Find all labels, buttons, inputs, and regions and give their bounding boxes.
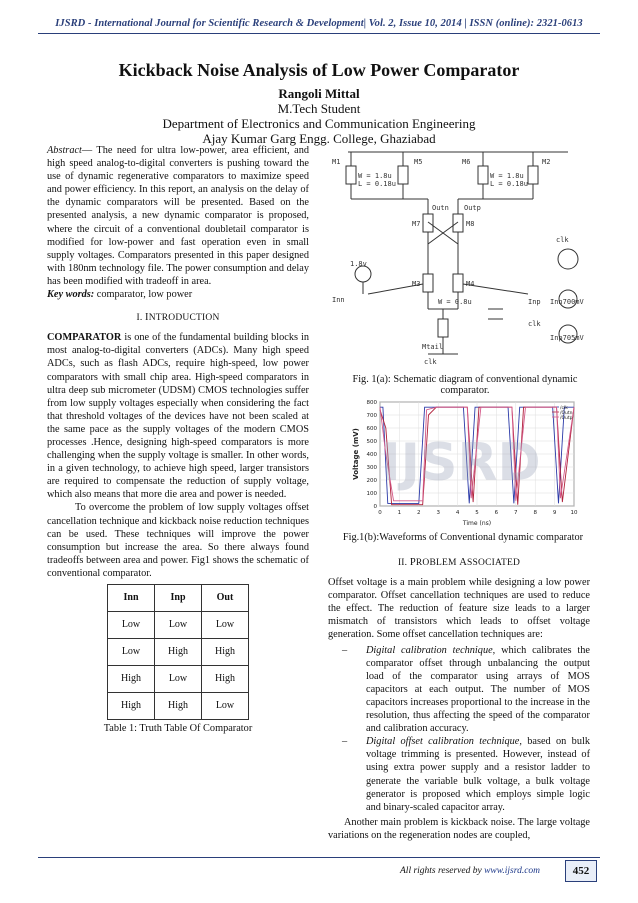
table-cell: High [202, 666, 249, 693]
x-tick-label: 0 [378, 510, 382, 516]
table-cell: High [202, 639, 249, 666]
intro-lead-word: COMPARATOR [47, 332, 122, 344]
journal-header: IJSRD - International Journal for Scientific Research & Development| Vol. 2, Issue 10, 2014 | ISSN (online): 2321-0613 [55, 18, 583, 29]
schematic-label: clk [528, 320, 541, 328]
header-rule [38, 33, 600, 34]
x-tick-label: 6 [494, 510, 499, 516]
x-axis-label: Time (ns) [462, 520, 492, 527]
watermark: IJSRD [381, 433, 541, 493]
section-rest: SSOCIATED [467, 558, 521, 568]
abstract-label: Abstract [47, 145, 82, 156]
schematic-label: Outp [464, 204, 481, 212]
table-cell: High [155, 639, 202, 666]
footer-url-link[interactable]: www.ijsrd.com [484, 866, 541, 876]
truth-table [107, 584, 249, 720]
section-rest: ROBLEM [415, 558, 460, 568]
y-tick-label: 500 [366, 439, 377, 445]
problem-paragraph-2: Another main problem is kickback noise. The large voltage variations on the regeneration nodes are coupled, [328, 816, 590, 841]
section-cap: I [145, 312, 149, 324]
schematic-label: L = 0.18u [358, 180, 396, 188]
technique-title: Digital offset calibration technique, [366, 736, 522, 748]
table-header-row [108, 585, 249, 612]
table-cell: Low [108, 639, 155, 666]
section-heading-problem [328, 556, 590, 570]
schematic-label: M1 [332, 158, 341, 166]
x-tick-label: 9 [552, 510, 557, 516]
waveform-figure [328, 398, 594, 528]
table-cell: Low [108, 612, 155, 639]
problem-paragraph-1: Offset voltage is a main problem while designing a low power comparator. Offset cancellation techniques are used to reduce the effect. The reduction of feature size leads to a larger mismatch of transistors which leads to offset voltage generation. Some offset cancellation techniques are: [328, 577, 590, 641]
author-name: Rangoli Mittal [278, 86, 360, 101]
x-tick-label: 10 [570, 510, 578, 516]
schematic-label: Inp705mV [550, 334, 584, 342]
section-cap: P [409, 557, 416, 568]
bullet-dash: – [342, 644, 348, 656]
table-cell: Low [202, 693, 249, 720]
section-numeral: I. [136, 313, 143, 324]
table-cell: Low [155, 612, 202, 639]
x-tick-label: 8 [533, 510, 537, 516]
y-tick-label: 200 [366, 478, 377, 484]
x-tick-label: 7 [514, 510, 518, 516]
schematic-label: Mtail [422, 343, 444, 351]
table-header: Out [202, 585, 249, 612]
waveform-chart [328, 398, 594, 528]
table-cell: High [155, 693, 202, 720]
schematic-label: M2 [542, 158, 551, 166]
right-column-text [328, 556, 590, 842]
schematic-figure [328, 144, 594, 369]
y-tick-label: 400 [366, 452, 377, 458]
schematic-label: Inp [528, 298, 541, 306]
x-tick-label: 1 [397, 510, 402, 516]
schematic-label: M4 [466, 280, 475, 288]
intro-paragraph-2: To overcome the problem of low supply voltages offset cancellation technique and kickback noise reduction techniques can be used. These techniques will improve the power consumption but increase the area. So there always found tradeoffs between area and power. Fig1 shows the schematic of conventional comparator. [47, 502, 309, 579]
schematic-label: Inn [332, 296, 345, 304]
table-header: Inp [155, 585, 202, 612]
y-tick-label: 0 [373, 504, 377, 510]
technique-title: Digital calibration technique, [366, 644, 496, 656]
list-item [328, 735, 590, 814]
truth-table-wrap [47, 584, 309, 735]
schematic-label: M8 [466, 220, 475, 228]
x-tick-label: 4 [455, 510, 460, 516]
keywords [47, 288, 309, 301]
schematic-label: clk [424, 358, 437, 366]
intro-paragraph-1 [47, 331, 309, 501]
paper-title: Kickback Noise Analysis of Low Power Comparator [118, 60, 520, 80]
table-cell: Low [202, 612, 249, 639]
x-tick-label: 2 [417, 510, 421, 516]
section-heading-introduction [47, 311, 309, 325]
page-number: 452 [565, 860, 597, 882]
list-item [328, 644, 590, 736]
legend-entry: /clk [560, 405, 568, 411]
technique-list [328, 644, 590, 814]
section-numeral: II. [397, 558, 408, 568]
y-tick-label: 600 [366, 426, 377, 432]
keywords-text: comparator, low power [96, 289, 193, 301]
footer-rights: All rights reserved by [400, 866, 482, 876]
table-cell: High [108, 666, 155, 693]
y-tick-label: 300 [366, 465, 377, 471]
y-tick-label: 700 [366, 413, 377, 419]
schematic-label: M5 [414, 158, 423, 166]
table-row [108, 693, 249, 720]
bullet-dash: – [342, 736, 348, 748]
footer-text [400, 866, 540, 876]
section-rest: NTRODUCTION [148, 313, 220, 324]
schematic-label: M3 [412, 280, 421, 288]
x-tick-label: 5 [475, 510, 479, 516]
schematic-diagram [328, 144, 594, 369]
legend-entry: /Outn [560, 410, 573, 416]
intro-para1-text: is one of the fundamental building blocks in most analog-to-digital converters (ADCs). Many high speed ADCs, such as flash ADCs, require high-speed, low power comparators with small chip area. High-speed comparators in ultra deep sub micrometer (UDSM) CMOS technologies suffer from low supply voltages especially when considering the fact that threshold voltages of the devices have not been scaled at the same pace as the supply voltages of the modern CMOS processes .Hence, designing high-speed comparators is more challenging when the supply voltage is smaller. In other words, in a given technology, to achieve high speed, larger transistors are required to compensate the reduction of supply voltage, which also means that more die area and power is needed. [47, 332, 309, 501]
technique-text: which calibrates the comparator offset through unbalancing the output load of the comparator using arrays of MOS capacitors at each output. The number of MOS capacitors increases proportional to the increase in the resolution, thus affecting the speed of the comparator and calibration accuracy. [366, 644, 590, 735]
table-row [108, 666, 249, 693]
schematic-label: W = 1.8u [490, 172, 524, 180]
x-tick-label: 3 [436, 510, 440, 516]
table-cell: High [108, 693, 155, 720]
y-tick-label: 100 [366, 491, 377, 497]
author-role: M.Tech Student [277, 101, 361, 116]
schematic-label: Inn700mV [550, 298, 584, 306]
schematic-label: W = 1.8u [358, 172, 392, 180]
table-cell: Low [155, 666, 202, 693]
author-department: Department of Electronics and Communication Engineering [162, 116, 476, 131]
schematic-label: clk [556, 236, 569, 244]
schematic-label: 1.8v [350, 260, 367, 268]
schematic-label: M7 [412, 220, 421, 228]
section-cap: A [459, 557, 468, 568]
schematic-label: L = 0.18u [490, 180, 528, 188]
waveform-caption: Fig.1(b):Waveforms of Conventional dynamic comparator [342, 532, 584, 543]
table-row [108, 639, 249, 666]
schematic-label: Outn [432, 204, 449, 212]
technique-text: based on bulk voltage trimming is presented. However, instead of using extra power supply and a resistor ladder to generate the variable bulk voltage, a bulk voltage generator is proposed which employs simple logic and binary-scaled capacitor array. [366, 736, 590, 813]
y-axis-label: Voltage (mV) [352, 428, 360, 480]
table-caption: Table 1: Truth Table Of Comparator [103, 723, 253, 734]
y-tick-label: 800 [366, 400, 377, 406]
table-row [108, 612, 249, 639]
abstract [47, 144, 309, 288]
author-college: Ajay Kumar Garg Engg. College, Ghaziabad [202, 131, 436, 146]
legend-entry: /Outp [560, 415, 573, 421]
table-header: Inn [108, 585, 155, 612]
footer-rule [38, 857, 600, 858]
schematic-label: W = 0.8u [438, 298, 472, 306]
schematic-caption: Fig. 1(a): Schematic diagram of conventional dynamic comparator. [352, 374, 578, 396]
left-column [47, 144, 309, 735]
abstract-text: — The need for ultra low-power, area efficient, and high speed analog-to-digital converters is pushing toward the use of dynamic regenerative comparators to maximize speed and power efficiency. In this report, an analysis on the delay of the dynamic comparators will be presented. Based on the presented analysis, a new dynamic comparator is proposed, where the circuit of a conventional doubletail comparator is modified for low-power and fast operation even in small supply voltages. Comparators presented in this paper designed with 180nm technology file. The power consumption and delay has been modified with tradeoff in area. [47, 145, 309, 287]
keywords-label: Key words: [47, 289, 95, 301]
schematic-label: M6 [462, 158, 471, 166]
